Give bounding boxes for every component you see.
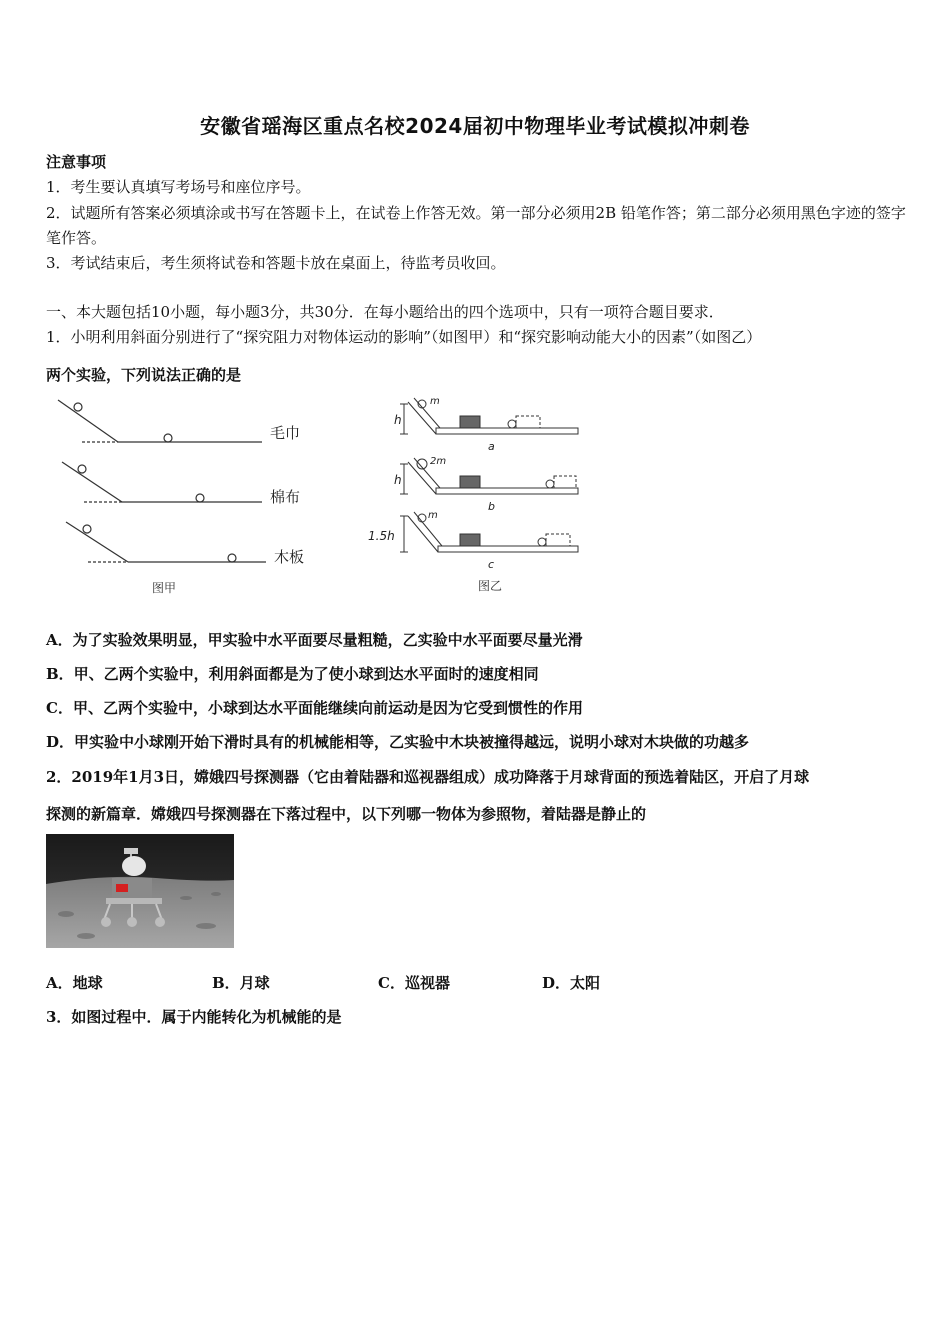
surface-label-cotton: 棉布 [270, 488, 301, 506]
row-b-label: b [488, 500, 495, 513]
figure-yi-caption: 图乙 [478, 579, 503, 593]
q3-stem: 3．如图过程中．属于内能转化为机械能的是 [46, 1008, 342, 1026]
row-a-mass: m [430, 396, 440, 407]
figure-jia-caption: 图甲 [152, 581, 177, 595]
notice-item-2: 2．试题所有答案必须填涂或书写在答题卡上，在试卷上作答无效。第一部分必须用2B 铅笔作答；第二部分必须用黑色字迹的签字笔作答。 [46, 204, 906, 247]
notice-item-3: 3．考试结束后，考生须将试卷和答题卡放在桌面上，待监考员收回。 [46, 254, 506, 272]
q1-option-d: D．甲实验中小球刚开始下滑时具有的机械能相等，乙实验中木块被撞得越远，说明小球对木块做的功越多 [46, 733, 750, 751]
notice-item-1: 1．考生要认真填写考场号和座位序号。 [46, 178, 311, 196]
row-b-mass: 2m [430, 456, 447, 467]
q1-option-c: C．甲、乙两个实验中，小球到达水平面能继续向前运动是因为它受到惯性的作用 [46, 699, 583, 717]
row-b-height: h [394, 473, 402, 487]
surface-label-board: 木板 [274, 548, 305, 566]
figure-jia [52, 392, 322, 602]
lunar-rover-photo [46, 834, 234, 948]
page-title: 安徽省瑶海区重点名校2024届初中物理毕业考试模拟冲刺卷 [200, 114, 750, 138]
row-c-mass: m [428, 510, 438, 521]
q2-option-a: A．地球 [46, 974, 103, 992]
surface-label-towel: 毛巾 [270, 424, 301, 442]
figure-yi [366, 392, 596, 602]
q1-stem-line1: 1．小明利用斜面分别进行了“探究阻力对物体运动的影响”（如图甲）和“探究影响动能大小的因素”（如图乙） [46, 328, 762, 346]
q1-option-b: B．甲、乙两个实验中，利用斜面都是为了使小球到达水平面时的速度相同 [46, 665, 539, 683]
row-c-label: c [488, 558, 495, 571]
q2-stem-line1: 2．2019年1月3日，嫦娥四号探测器（它由着陆器和巡视器组成）成功降落于月球背面的预选着陆区，开启了月球 [46, 768, 810, 786]
q1-stem-line2: 两个实验，下列说法正确的是 [46, 366, 242, 384]
row-a-height: h [394, 413, 402, 427]
row-c-height: 1.5h [368, 529, 395, 543]
notice-heading: 注意事项 [46, 153, 107, 171]
q2-option-d: D．太阳 [542, 974, 601, 992]
q2-option-c: C．巡视器 [378, 974, 450, 992]
row-a-label: a [488, 440, 495, 453]
q1-option-a: A．为了实验效果明显，甲实验中水平面要尽量粗糙，乙实验中水平面要尽量光滑 [46, 631, 583, 649]
q2-option-b: B．月球 [212, 974, 270, 992]
q2-stem-line2: 探测的新篇章．嫦娥四号探测器在下落过程中，以下列哪一物体为参照物，着陆器是静止的 [46, 805, 647, 823]
section-heading: 一、本大题包括10小题，每小题3分，共30分．在每小题给出的四个选项中，只有一项符合题目要求． [46, 303, 724, 321]
